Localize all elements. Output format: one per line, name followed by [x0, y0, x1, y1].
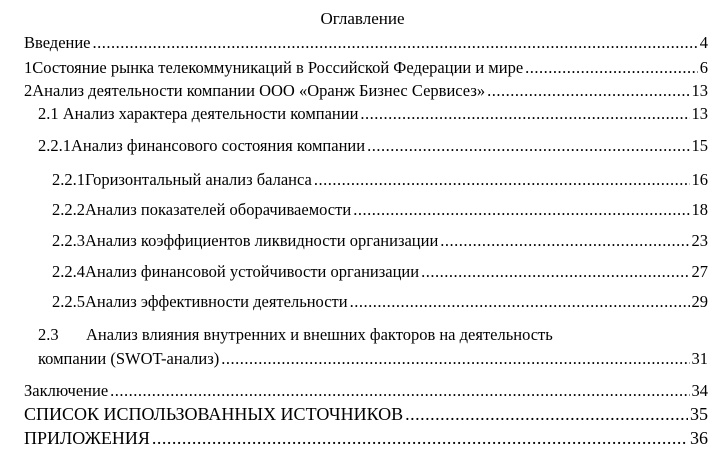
- toc-page-number: 27: [691, 262, 708, 281]
- toc-entry-subsection-2-2-2[interactable]: [52, 200, 708, 220]
- toc-entry-section-2-3-line1[interactable]: [38, 325, 553, 345]
- toc-page-number: 31: [691, 349, 708, 368]
- toc-entry-number: 2.2.2: [52, 200, 85, 219]
- toc-entry-number: 2.2.1: [52, 170, 85, 189]
- toc-page-number: 18: [691, 200, 708, 219]
- toc-entry-text: Состояние рынка телекоммуникаций в Российской Федерации и мире: [32, 58, 524, 77]
- toc-entry-subsection-2-2-1[interactable]: [52, 170, 708, 190]
- toc-page-number: 4: [699, 33, 708, 52]
- toc-entry-text: Анализ эффективности деятельности: [85, 292, 348, 311]
- toc-entry-text: Горизонтальный анализ баланса: [85, 170, 312, 189]
- toc-entry-text-continued: компании (SWOT-анализ): [38, 349, 220, 368]
- toc-page-number: 35: [690, 404, 708, 424]
- toc-entry-chapter-2[interactable]: [24, 81, 708, 101]
- toc-page-number: 13: [691, 104, 708, 123]
- toc-entry-number: 1: [24, 58, 33, 77]
- toc-title: Оглавление: [320, 9, 405, 28]
- toc-page-number: 15: [691, 136, 708, 155]
- toc-entry-appendices[interactable]: [24, 428, 708, 448]
- dot-leader: [440, 231, 689, 251]
- toc-entry-text: Заключение: [24, 381, 109, 400]
- toc-entry-references[interactable]: [24, 404, 708, 424]
- toc-entry-subsection-2-2-3[interactable]: [52, 231, 708, 251]
- toc-entry-text: Анализ финансовой устойчивости организации: [85, 262, 420, 281]
- toc-entry-introduction[interactable]: [24, 33, 708, 53]
- toc-entry-section-2-2-1-financial[interactable]: [38, 136, 708, 156]
- dot-leader: [360, 104, 689, 124]
- toc-page-number: 23: [691, 231, 708, 250]
- dot-leader: [525, 58, 698, 78]
- dot-leader: [405, 404, 688, 424]
- toc-page-number: 16: [691, 170, 708, 189]
- dot-leader: [152, 428, 688, 448]
- toc-entry-number: 2: [24, 81, 33, 100]
- toc-entry-text: Анализ коэффициентов ликвидности организации: [85, 231, 439, 250]
- toc-entry-number: 2.2.3: [52, 231, 85, 250]
- toc-entry-text: Анализ финансового состояния компании: [71, 136, 366, 155]
- dot-leader: [221, 349, 689, 369]
- toc-entry-text: СПИСОК ИСПОЛЬЗОВАННЫХ ИСТОЧНИКОВ: [24, 404, 404, 424]
- toc-page-number: 6: [699, 58, 708, 77]
- toc-page-number: 36: [690, 428, 708, 448]
- toc-entry-subsection-2-2-5[interactable]: [52, 292, 708, 312]
- dot-leader: [487, 81, 689, 101]
- toc-page-number: 34: [691, 381, 708, 400]
- dot-leader: [353, 200, 689, 220]
- toc-entry-conclusion[interactable]: [24, 381, 708, 401]
- toc-entry-chapter-1[interactable]: [24, 58, 708, 78]
- toc-page-number: 13: [691, 81, 708, 100]
- toc-entry-text: Анализ деятельности компании ООО «Оранж Бизнес Сервисез»: [32, 81, 486, 100]
- toc-entry-number: 2.3: [38, 325, 59, 344]
- toc-entry-text: Анализ показателей оборачиваемости: [85, 200, 352, 219]
- toc-entry-text: Анализ влияния внутренних и внешних факторов на деятельность: [86, 325, 553, 344]
- toc-entry-number: 2.2.5: [52, 292, 85, 311]
- dot-leader: [350, 292, 690, 312]
- toc-entry-subsection-2-2-4[interactable]: [52, 262, 708, 282]
- dot-leader: [110, 381, 689, 401]
- toc-entry-text: ПРИЛОЖЕНИЯ: [24, 428, 150, 448]
- dot-leader: [367, 136, 689, 156]
- toc-entry-text: 2.1 Анализ характера деятельности компании: [38, 104, 359, 123]
- dot-leader: [93, 33, 698, 53]
- toc-entry-section-2-3-line2[interactable]: [38, 349, 708, 369]
- toc-entry-number: 2.2.4: [52, 262, 85, 281]
- toc-entry-section-2-1[interactable]: [38, 104, 708, 124]
- toc-page-number: 29: [691, 292, 708, 311]
- dot-leader: [421, 262, 689, 282]
- toc-entry-text: Введение: [24, 33, 91, 52]
- dot-leader: [314, 170, 690, 190]
- toc-entry-number: 2.2.1: [38, 136, 71, 155]
